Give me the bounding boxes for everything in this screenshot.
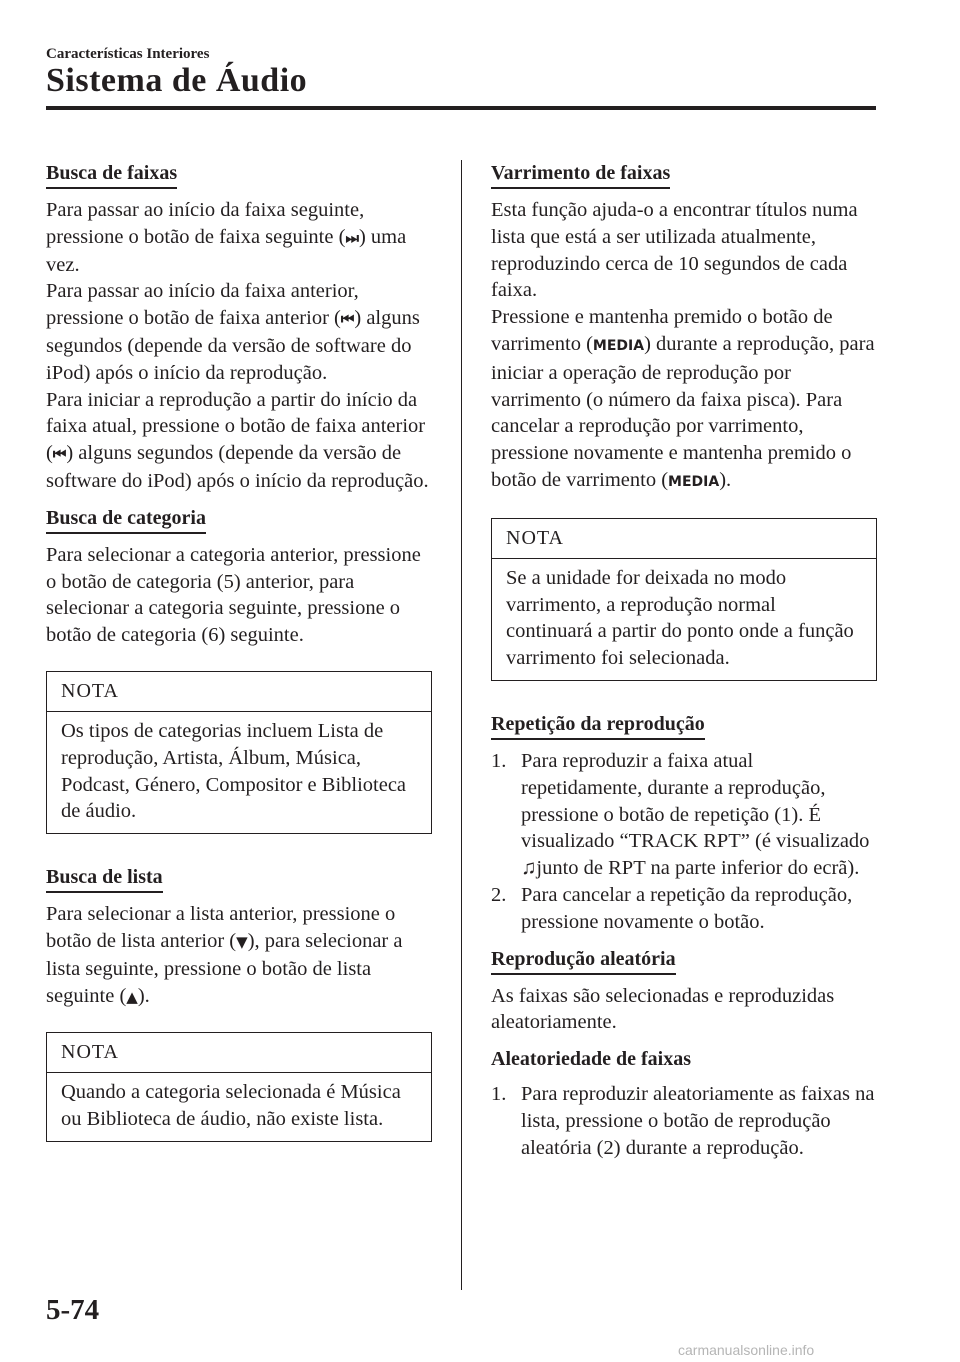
section-label: Características Interiores [46, 46, 210, 62]
paragraph: Para selecionar a categoria anterior, pressione o botão de categoria (5) anterior, para selecionar a categoria seguinte, pressione o botão de categoria (6) seguinte. [46, 543, 421, 647]
note-heading: NOTA [492, 519, 876, 559]
paragraph: Esta função ajuda-o a encontrar títulos numa lista que está a ser utilizada atualmente, reproduzindo cerca de 10 segundos de cada faixa. Pressione e mantenha premido o botão de varrimento (MEDIA) durante a reprodução, para iniciar a operação de reprodução por varrimento (o número da faixa pisca). Para cancelar a reprodução por varrimento, pressione novamente e mantenha premido o botão de varrimento (MEDIA). [491, 199, 875, 491]
paragraph: Para selecionar a lista anterior, pressione o botão de lista anterior (▼), para selecionar a lista seguinte, pressione o botão de lista seguinte (▲). [46, 903, 403, 1007]
music-note-icon: ♫ [521, 857, 537, 880]
list-item: 1. Para reproduzir a faixa atual repetidamente, durante a reprodução, pressione o botão de repetição (1). É visualizado “TRACK RPT” (é visualizado ♫junto de RPT na parte inferior do ecrã). [491, 749, 870, 880]
list-item: 2. Para cancelar a repetição da reprodução, pressione novamente o botão. [491, 883, 853, 933]
note-box [46, 671, 432, 834]
page-title: Sistema de Áudio [46, 62, 308, 99]
prev-track-icon: ⏮ [340, 310, 355, 329]
numbered-list [491, 748, 877, 936]
list-item: 1. Para reproduzir aleatoriamente as faixas na lista, pressione o botão de reprodução aleatória (2) durante a reprodução. [491, 1083, 875, 1159]
left-column [46, 160, 432, 1172]
note-box [46, 1032, 432, 1142]
prev-track-icon: ⏮ [52, 445, 67, 464]
next-track-icon: ⏭ [345, 228, 359, 247]
media-button-icon: MEDIA [668, 473, 720, 490]
down-arrow-icon: ▼ [236, 932, 248, 951]
note-heading: NOTA [47, 1033, 431, 1073]
numbered-list [491, 1081, 877, 1161]
note-body: Se a unidade for deixada no modo varrimento, a reprodução normal continuará a partir do ponto onde a função varrimento foi selecionada. [506, 566, 854, 670]
heading-scan: Varrimento de faixas [491, 160, 670, 189]
note-heading: NOTA [47, 672, 431, 712]
column-divider [461, 160, 462, 1290]
up-arrow-icon: ▲ [126, 987, 138, 1006]
right-column [491, 160, 877, 1172]
note-body: Quando a categoria selecionada é Música ou Biblioteca de áudio, não existe lista. [61, 1081, 401, 1131]
heading-repeat: Repetição da reprodução [491, 711, 705, 740]
note-body: Os tipos de categorias incluem Lista de reprodução, Artista, Álbum, Música, Podcast, Género, Compositor e Biblioteca de áudio. [61, 719, 407, 823]
page-number: 5-74 [46, 1294, 100, 1326]
media-button-icon: MEDIA [592, 337, 645, 354]
heading-random: Reprodução aleatória [491, 946, 676, 975]
watermark: carmanualsonline.info [678, 1342, 815, 1358]
note-box [491, 518, 877, 681]
heading-list-search: Busca de lista [46, 864, 163, 893]
paragraph: As faixas são selecionadas e reproduzidas aleatoriamente. [491, 984, 835, 1034]
header-rule [46, 106, 876, 110]
heading-category-search: Busca de categoria [46, 505, 206, 534]
heading-track-search: Busca de faixas [46, 160, 177, 189]
subheading-track-random: Aleatoriedade de faixas [491, 1048, 691, 1071]
paragraph: Para passar ao início da faixa seguinte, pressione o botão de faixa seguinte (⏭) uma vez. Para passar ao início da faixa anterior, pressione o botão de faixa anterior (⏮) alguns segundos (depende da versão de software do iPod) após o início da reprodução. Para iniciar a reprodução a partir do início da faixa atual, pressione o botão de faixa anterior (⏮) alguns segundos (depende da versão de software do iPod) após o início da reprodução. [46, 199, 429, 492]
